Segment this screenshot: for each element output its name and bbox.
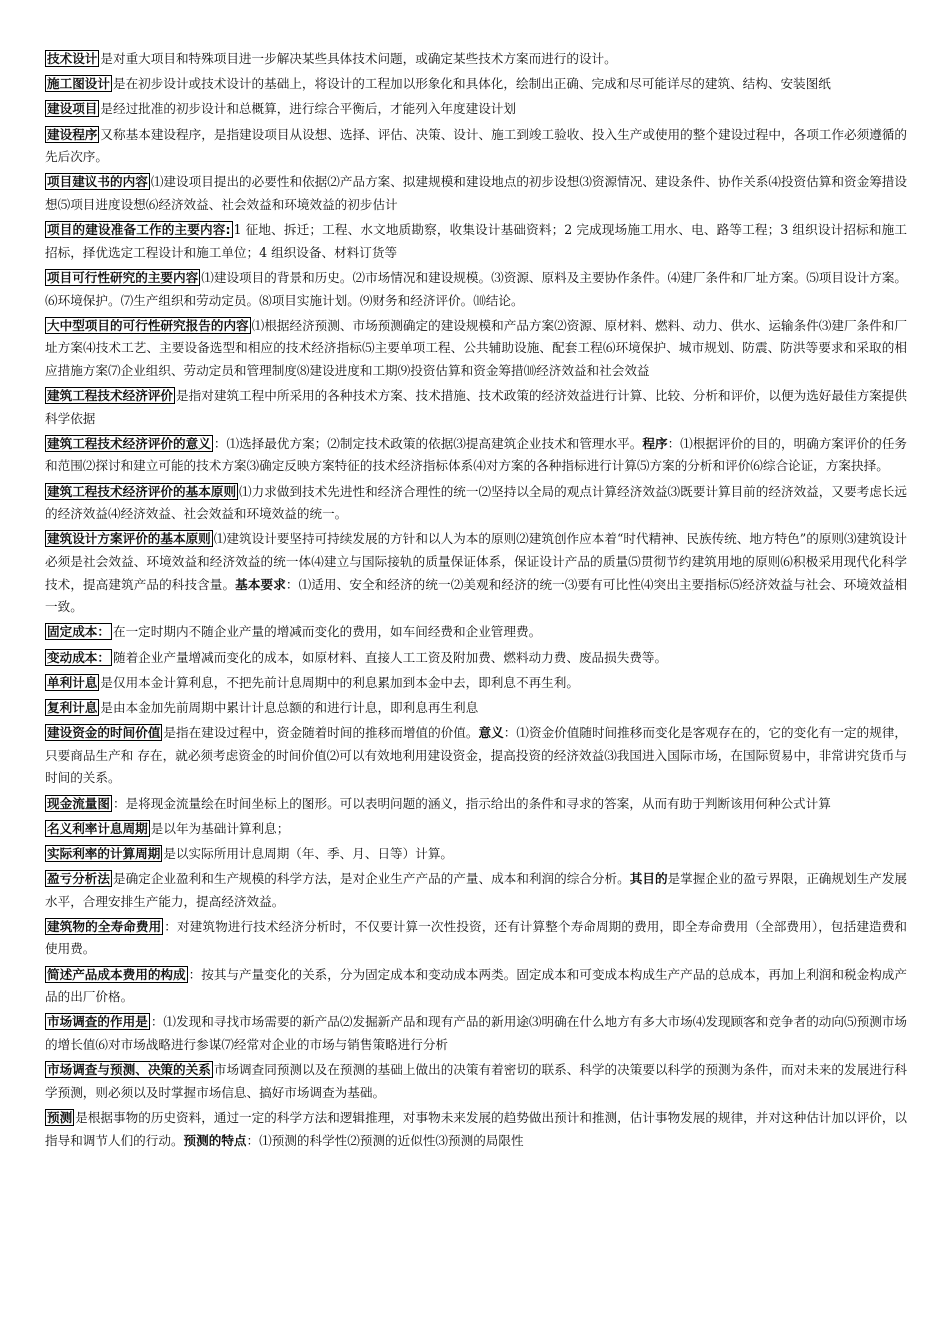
definition-entry: [45, 528, 907, 618]
definition-entry: [45, 48, 907, 71]
definition-entry: [45, 267, 907, 312]
definition-text: ：是将现金流量绘在时间坐标上的图形。可以表明问题的涵义，指示给出的条件和寻求的答案，从而有助于判断该用何种公式计算: [112, 795, 831, 811]
definition-term: 变动成本：: [47, 649, 110, 665]
definition-term: 市场调查与预测、决策的关系: [47, 1062, 211, 1078]
definition-entry: [45, 1107, 907, 1152]
definition-entry: [45, 1011, 907, 1056]
definition-entry: [45, 315, 907, 383]
definition-term: 简述产品成本费用的构成: [47, 966, 186, 982]
definition-entry: [45, 124, 907, 169]
definition-entry: [45, 868, 907, 913]
definition-entry: [45, 171, 907, 216]
inline-heading: 基本要求: [235, 576, 286, 592]
definition-entry: [45, 433, 907, 478]
definition-text: 是确定企业盈利和生产规模的科学方法，是对企业生产产品的产量、成本和利润的综合分析。: [113, 871, 630, 887]
definition-entry: [45, 672, 907, 695]
definition-entry: [45, 1059, 907, 1104]
definition-entry: [45, 647, 907, 670]
definition-term: 项目的建设准备工作的主要内容:: [47, 222, 231, 238]
definition-entry: [45, 916, 907, 961]
definition-term: 项目建议书的内容: [47, 174, 148, 190]
definition-text: 是经过批准的初步设计和总概算，进行综合平衡后，才能列入年度建设计划: [100, 101, 516, 117]
definition-term: 建筑工程技术经济评价的基本原则: [47, 483, 237, 499]
definition-entry: [45, 843, 907, 866]
definition-term: 现金流量图: [47, 795, 110, 811]
definition-term: 市场调查的作用是: [47, 1014, 148, 1030]
definition-text: 是根据事物的历史资料，通过一定的科学方法和逻辑推理，对事物未来发展的趋势做出预计和推测，估计事物发展的规律，并对这种估计加以评价，以指导和调节人们的行动。: [45, 1109, 908, 1148]
definition-text: ⑴建设项目的背景和历史。⑵市场情况和建设规模。⑶资源、原料及主要协作条件。⑷建厂条件和厂址方案。⑸项目设计方案。⑹环境保护。⑺生产组织和劳动定员。⑻项目实施计划。⑼财务和经济评价。⑽结论。: [45, 269, 908, 308]
definition-text: 市场调查同预测以及在预测的基础上做出的决策有着密切的联系、科学的决策要以科学的预测为条件，而对未来的发展进行科学预测，则必须以及时掌握市场信息、搞好市场调查为基础。: [45, 1062, 908, 1100]
definition-text: 是由本金加先前周期中累计计息总额的和进行计息，即利息再生利息: [100, 699, 479, 715]
definition-entry: [45, 98, 907, 121]
definition-term: 单利计息: [47, 674, 98, 690]
definition-term: 施工图设计: [47, 76, 110, 92]
definition-entry: [45, 818, 907, 841]
definition-text: 是在初步设计或技术设计的基础上，将设计的工程加以形象化和具体化，绘制出正确、完成和尽可能详尽的建筑、结构、安装图纸: [112, 76, 831, 92]
definition-text: 是仅用本金计算利息，不把先前计息周期中的利息累加到本金中去，即利息不再生利。: [100, 674, 579, 690]
definition-entry: [45, 385, 907, 430]
definition-term: 建筑工程技术经济评价的意义: [47, 435, 211, 451]
definition-entry: [45, 73, 907, 96]
definition-text: 又称基本建设程序，是指建设项目从设想、选择、评估、决策、设计、施工到竣工验收、投入生产或使用的整个建设过程中，各项工作必须遵循的先后次序。: [45, 126, 908, 165]
definition-term: 复利计息: [47, 699, 98, 715]
definition-text: ：⑴适用、安全和经济的统一⑵美观和经济的统一⑶要有可比性⑷突出主要指标⑸经济效益与社会、环境效益相一致。: [45, 576, 908, 615]
definition-text: 是指对建筑工程中所采用的各种技术方案、技术措施、技术政策的经济效益进行计算、比较、分析和评价，以便为选好最佳方案提供科学依据: [45, 388, 908, 426]
definition-term: 建筑设计方案评价的基本原则: [47, 531, 211, 547]
definition-text: 是掌握企业的盈亏界限，正确规划生产发展水平，合理安排生产能力，提高经济效益。: [45, 871, 908, 909]
definition-term: 名义利率计息周期: [47, 820, 148, 836]
definition-text: ：⑴预测的科学性⑵预测的近似性⑶预测的局限性: [246, 1132, 524, 1148]
definition-entry: [45, 621, 907, 644]
definition-text: ⑴建筑设计要坚持可持续发展的方针和以人为本的原则⑵建筑创作应本着“时代精神、民族传统、地方特色”的原则⑶建筑设计必须是社会效益、环境效益和经济效益的统一体⑷建立与国际接轨的质量保证体系，保证设计产品的质量⑸贯彻节约建筑用地的原则⑹积极采用现代化科学技术，提高建筑产品的科技含量。: [45, 531, 908, 592]
definition-text: ⑴根据经济预测、市场预测确定的建设规模和产品方案⑵资源、原材料、燃料、动力、供水、运输条件⑶建厂条件和厂址方案⑷技术工艺、主要设备选型和相应的技术经济指标⑸主要单项工程、公共辅助设施、配套工程⑹环境保护、城市规划、防震、防洪等要求和采取的相应措施方案⑺企业组织、劳动定员和管理制度⑻建设进度和工期⑼投资估算和资金筹措⑽经济效益和社会效益: [45, 317, 908, 378]
definition-text: 是以年为基础计算利息；: [150, 820, 290, 836]
definition-term: 建设程序: [47, 126, 98, 142]
definition-text: 1 征地、拆迁；工程、水文地质勘察，收集设计基础资料；2 完成现场施工用水、电、路等工程；3 组织设计招标和施工招标，择优选定工程设计和施工单位；4 组织设备、材料订货等: [45, 222, 907, 260]
definition-text: ⑴建设项目提出的必要性和依据⑵产品方案、拟建规模和建设地点的初步设想⑶资源情况、建设条件、协作关系⑷投资估算和资金筹措设想⑸项目进度设想⑹经济效益、社会效益和环境效益的初步估计: [45, 174, 908, 212]
definition-text: 是以实际所用计息周期（年、季、月、日等）计算。: [163, 845, 453, 861]
definition-text: 是指在建设过程中，资金随着时间的推移而增值的价值。: [163, 725, 479, 741]
document-page: [45, 48, 907, 1155]
inline-heading: 预测的特点: [183, 1132, 247, 1148]
inline-heading: 程序: [642, 435, 668, 451]
definition-text: 是对重大项目和特殊项目进一步解决某些具体技术问题，或确定某些技术方案而进行的设计。: [100, 51, 617, 66]
inline-heading: 其目的: [629, 871, 668, 887]
definition-entry: [45, 219, 907, 264]
definition-text: ：⑴发现和寻找市场需要的新产品⑵发掘新产品和现有产品的新用途⑶明确在什么地方有多大市场⑷发现顾客和竞争者的动向⑸预测市场的增长值⑹对市场战略进行参谋⑺经常对企业的市场与销售策略进行分析: [45, 1014, 908, 1052]
definition-term: 预测: [47, 1109, 73, 1125]
definition-term: 项目可行性研究的主要内容: [47, 269, 199, 285]
definition-text: ：按其与产量变化的关系，分为固定成本和变动成本两类。固定成本和可变成本构成生产产品的总成本，再加上利润和税金构成产品的出厂价格。: [45, 966, 908, 1005]
definition-term: 盈亏分析法: [47, 871, 111, 887]
definition-entry: [45, 481, 907, 526]
definition-entry: [45, 793, 907, 816]
definition-entry: [45, 722, 907, 790]
definition-entry: [45, 964, 907, 1009]
definition-term: 实际利率的计算周期: [47, 845, 161, 861]
definition-term: 大中型项目的可行性研究报告的内容: [47, 317, 249, 333]
definition-text: ：⑴资金价值随时间推移而变化是客观存在的，它的变化有一定的规律，只要商品生产和 存在，就必须考虑资金的时间价值⑵可以有效地利用建设资金，提高投资的经济效益⑶我国进入国际市场，在国际贸易中，非常讲究货币与时间的关系。: [45, 725, 908, 786]
definition-term: 建设项目: [47, 101, 98, 117]
inline-heading: 意义: [478, 725, 504, 741]
definition-term: 技术设计: [47, 51, 98, 66]
definition-text: 在一定时期内不随企业产量的增减而变化的费用，如车间经费和企业管理费。: [112, 624, 542, 640]
definition-term: 建设资金的时间价值: [47, 725, 161, 741]
definition-term: 固定成本：: [47, 624, 110, 640]
definition-entry: [45, 697, 907, 720]
definition-text: ⑴力求做到技术先进性和经济合理性的统一⑵坚持以全局的观点计算经济效益⑶既要计算目前的经济效益，又要考虑长远的经济效益⑷经济效益、社会效益和环境效益的统一。: [45, 483, 908, 522]
definition-text: 随着企业产量增减而变化的成本，如原材料、直接人工工资及附加费、燃料动力费、废品损失费等。: [112, 649, 668, 665]
definition-text: ：对建筑物进行技术经济分析时，不仅要计算一次性投资，还有计算整个寿命周期的费用，即全寿命费用（全部费用），包括建造费和使用费。: [45, 918, 908, 957]
definition-term: 建筑物的全寿命费用: [47, 918, 162, 934]
definition-term: 建筑工程技术经济评价: [47, 388, 174, 404]
definition-text: ：⑴选择最优方案；⑵制定技术政策的依据⑶提高建筑企业技术和管理水平。: [213, 435, 643, 451]
definition-text: ：⑴根据评价的目的，明确方案评价的任务和范围⑵探讨和建立可能的技术方案⑶确定反映方案特征的技术经济指标体系⑷对方案的各种指标进行计算⑸方案的分析和评价⑹综合论证，方案抉择。: [45, 435, 908, 474]
